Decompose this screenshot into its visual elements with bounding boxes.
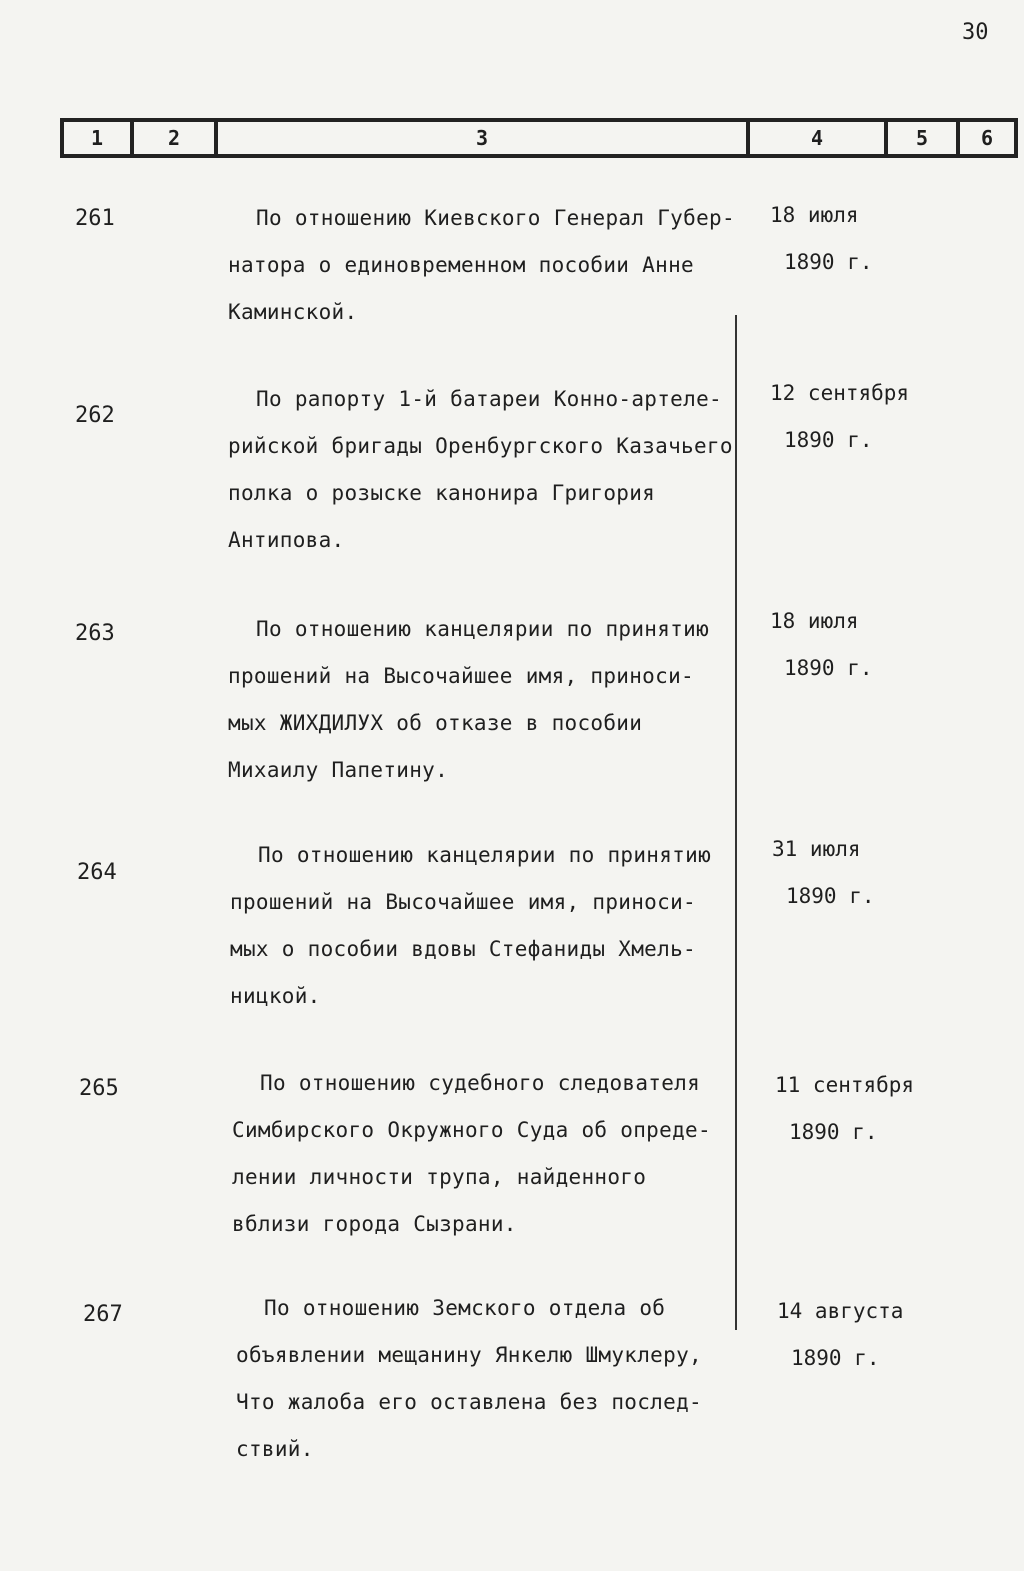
column-header-5: 5 <box>884 122 956 154</box>
column-header-table <box>60 118 1018 158</box>
column-header-1: 1 <box>60 122 130 154</box>
description-line: прошений на Высочайшее имя, приноси- <box>230 890 696 914</box>
entry-date <box>775 1062 914 1156</box>
entry-number: 265 <box>79 1076 119 1101</box>
description-line: По отношению Земского отдела об <box>264 1296 666 1320</box>
entry-number: 263 <box>75 621 115 646</box>
column-header-4: 4 <box>746 122 884 154</box>
description-line: Каминской. <box>228 300 358 324</box>
description-line: По отношению Киевского Генерал Губер- <box>256 206 735 230</box>
entry-description <box>228 606 768 794</box>
date-day: 31 июля <box>772 837 861 861</box>
entry-description <box>228 376 768 564</box>
entry-date <box>772 826 875 920</box>
date-year: 1890 г. <box>791 1346 880 1370</box>
description-line: Михаилу Папетину. <box>228 758 449 782</box>
entry-description <box>232 1060 772 1248</box>
date-day: 12 сентября <box>770 381 910 405</box>
description-line: По отношению судебного следователя <box>260 1071 701 1095</box>
description-line: лении личности трупа, найденного <box>232 1165 647 1189</box>
date-year: 1890 г. <box>784 250 873 274</box>
entry-date <box>770 370 909 464</box>
entry-number: 262 <box>75 403 115 428</box>
date-year: 1890 г. <box>789 1120 878 1144</box>
description-line: вблизи города Сызрани. <box>232 1212 517 1236</box>
description-line: По отношению канцелярии по принятию <box>256 617 710 641</box>
date-day: 14 августа <box>777 1299 904 1323</box>
entry-description <box>230 832 770 1020</box>
entry-date <box>777 1288 903 1382</box>
description-line: Антипова. <box>228 528 345 552</box>
description-line: мых ЖИХДИЛУХ об отказе в пособии <box>228 711 643 735</box>
date-year: 1890 г. <box>786 884 875 908</box>
date-year: 1890 г. <box>784 428 873 452</box>
description-line: полка о розыске канонира Григория <box>228 481 656 505</box>
description-line: Что жалоба его оставлена без послед- <box>236 1390 702 1414</box>
date-day: 11 сентября <box>775 1073 915 1097</box>
entry-number: 267 <box>83 1302 123 1327</box>
description-line: ствий. <box>236 1437 314 1461</box>
date-day: 18 июля <box>770 609 859 633</box>
description-line: прошений на Высочайшее имя, приноси- <box>228 664 694 688</box>
description-line: натора о единовременном пособии Анне <box>228 253 694 277</box>
page-number: 30 <box>962 20 989 45</box>
entry-number: 264 <box>77 860 117 885</box>
description-line: ницкой. <box>230 984 321 1008</box>
description-line: Симбирского Окружного Суда об опреде- <box>232 1118 711 1142</box>
date-year: 1890 г. <box>784 656 873 680</box>
column-header-2: 2 <box>130 122 214 154</box>
entry-date <box>770 192 873 286</box>
entry-number: 261 <box>75 206 115 231</box>
entry-date <box>770 598 873 692</box>
entry-description <box>236 1285 776 1473</box>
description-line: объявлении мещанину Янкелю Шмуклеру, <box>236 1343 702 1367</box>
column-header-6: 6 <box>956 122 1018 154</box>
description-line: мых о пособии вдовы Стефаниды Хмель- <box>230 937 696 961</box>
description-line: По рапорту 1-й батареи Конно-артеле- <box>256 387 722 411</box>
column-header-3: 3 <box>214 122 746 154</box>
date-day: 18 июля <box>770 203 859 227</box>
description-line: По отношению канцелярии по принятию <box>258 843 712 867</box>
entry-description <box>228 195 768 336</box>
description-line: рийской бригады Оренбургского Казачьего <box>228 434 733 458</box>
